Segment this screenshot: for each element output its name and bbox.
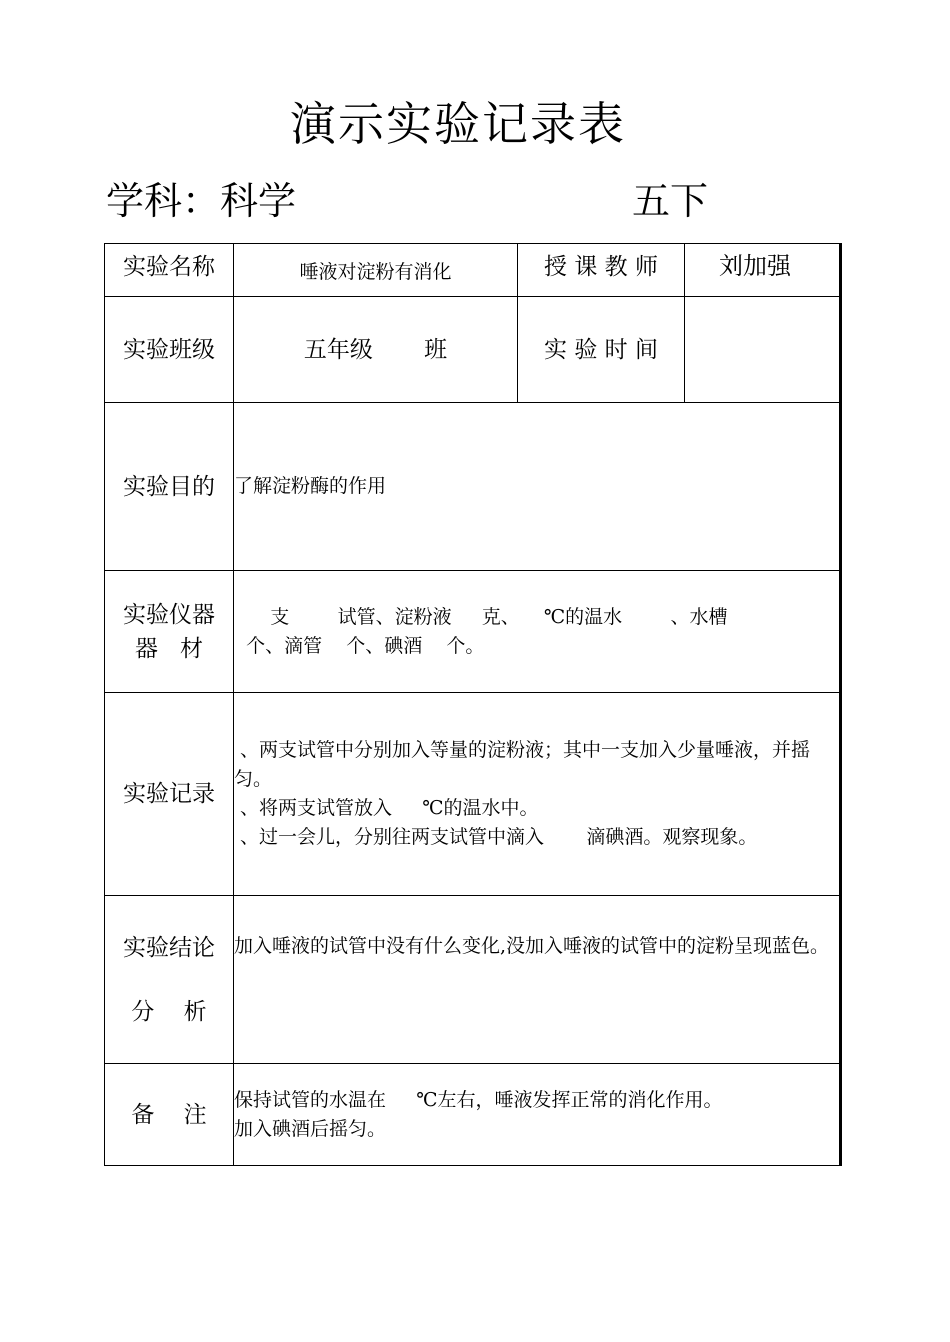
- table-row: [105, 896, 841, 1064]
- class-label: 实验班级: [105, 297, 234, 403]
- purpose-value: 了解淀粉酶的作用: [234, 403, 841, 571]
- record-step-2: 、将两支试管放入 ℃的温水中。: [234, 797, 539, 819]
- experiment-name-value: 唾液对淀粉有消化: [234, 244, 518, 297]
- equipment-value-line2: 个、滴管 个、碘酒 个。: [234, 634, 485, 657]
- record-table: [104, 243, 842, 1166]
- teacher-value: 刘加强: [685, 244, 841, 297]
- equipment-value-line1: 支 试管、淀粉液 克、 ℃的温水 、水槽: [234, 605, 728, 628]
- table-row: [105, 403, 841, 571]
- experiment-time-label: 实 验 时 间: [518, 297, 685, 403]
- table-row: [105, 693, 841, 896]
- document-title: 演示实验记录表: [290, 97, 626, 151]
- notes-line2: 加入碘酒后摇匀。: [234, 1117, 387, 1140]
- experiment-name-label: 实验名称: [105, 244, 234, 297]
- table-row: [105, 297, 841, 403]
- record-label: 实验记录: [105, 693, 234, 896]
- record-value: [234, 693, 841, 896]
- grade-label: 五下: [632, 179, 709, 223]
- notes-value: [234, 1064, 841, 1166]
- equipment-value: [234, 571, 841, 693]
- table-row: [105, 1064, 841, 1166]
- conclusion-label-line1: 实验结论: [123, 934, 215, 961]
- conclusion-label: [105, 896, 234, 1064]
- table-row: [105, 571, 841, 693]
- class-value: 五年级 班: [234, 297, 518, 403]
- equipment-label: [105, 571, 234, 693]
- subject-label: 学科：科学: [106, 179, 297, 223]
- equipment-label-line2: 器 材: [135, 635, 203, 662]
- conclusion-label-line2: 分 析: [131, 998, 207, 1025]
- table-row: [105, 244, 841, 297]
- experiment-time-value: [685, 297, 841, 403]
- notes-line1: 保持试管的水温在 ℃左右，唾液发挥正常的消化作用。: [234, 1088, 723, 1111]
- conclusion-value: 加入唾液的试管中没有什么变化,没加入唾液的试管中的淀粉呈现蓝色。: [234, 896, 841, 1064]
- equipment-label-line1: 实验仪器: [123, 601, 215, 628]
- teacher-label: 授 课 教 师: [518, 244, 685, 297]
- notes-label: 备 注: [105, 1064, 234, 1166]
- record-step-3: 、过一会儿，分别往两支试管中滴入 滴碘酒。观察现象。: [234, 826, 758, 848]
- purpose-label: 实验目的: [105, 403, 234, 571]
- record-step-1: 、两支试管中分别加入等量的淀粉液；其中一支加入少量唾液，并摇匀。: [234, 739, 811, 790]
